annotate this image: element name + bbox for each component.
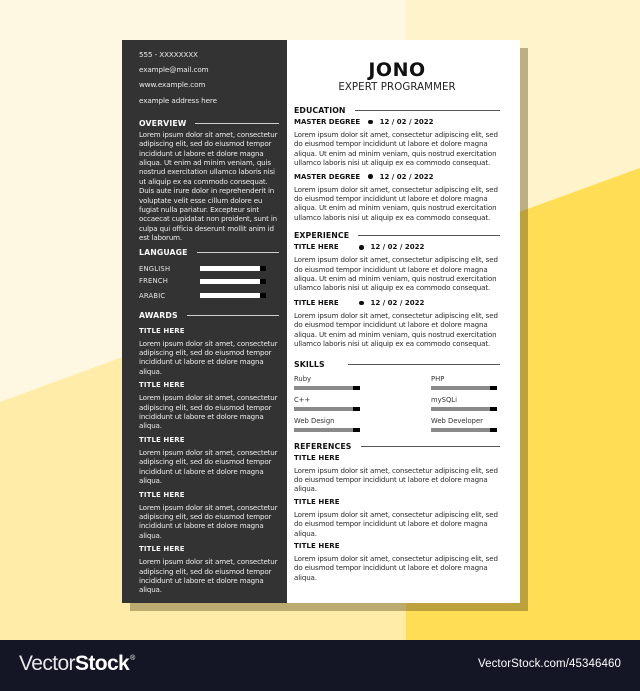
award-item bbox=[139, 325, 279, 377]
entry-text: Lorem ipsum dolor sit amet, consectetur adipiscing elit, sed do eiusmod tempor incididunt ut labore et dolore magna aliqua. Ut enim ad minim veniam, quis nostrud exercitation ullamco laboris nisi ut aliquip ex ea commodo consequat. bbox=[294, 184, 498, 222]
award-text: Lorem ipsum dolor sit amet, consectetur adipiscing elit, sed do eiusmod tempor incididunt ut labore et dolore magna aliqua. bbox=[139, 502, 278, 540]
skills-grid bbox=[294, 374, 500, 437]
bar-end-marker bbox=[490, 428, 497, 433]
bullet-dot-icon bbox=[368, 120, 373, 125]
language-row-english bbox=[139, 263, 279, 276]
reference-text: Lorem ipsum dolor sit amet, consectetur adipiscing elit, sed do eiusmod tempor incididunt ut labore et dolore magna aliqua. bbox=[294, 509, 498, 538]
reference-text: Lorem ipsum dolor sit amet, consectetur adipiscing elit, sed do eiusmod tempor incididunt ut labore et dolore magna aliqua. bbox=[294, 465, 498, 494]
contact-phone: 555 - XXXXXXXX bbox=[139, 50, 198, 59]
award-title: TITLE HERE bbox=[139, 490, 185, 499]
reference-title: TITLE HERE bbox=[294, 497, 340, 506]
skill-name: Web Design bbox=[294, 416, 335, 425]
award-text: Lorem ipsum dolor sit amet, consectetur adipiscing elit, sed do eiusmod tempor incididunt ut labore et dolore magna aliqua. bbox=[139, 338, 278, 376]
language-level-bar bbox=[200, 266, 266, 271]
award-item bbox=[139, 379, 279, 431]
entry-date: 12 / 02 / 2022 bbox=[370, 243, 425, 252]
skills-heading bbox=[294, 359, 500, 370]
bar-end-marker bbox=[353, 428, 360, 433]
entry-text: Lorem ipsum dolor sit amet, consectetur adipiscing elit, sed do eiusmod tempor incididunt ut labore et dolore magna aliqua. Ut enim ad minim veniam, quis nostrud exercitation ullamco laboris nisi ut aliquip ex ea commodo consequat. bbox=[294, 310, 498, 349]
entry-header bbox=[294, 297, 500, 309]
award-title: TITLE HERE bbox=[139, 435, 185, 444]
logo-bold-text: Stock bbox=[74, 652, 130, 675]
award-text: Lorem ipsum dolor sit amet, consectetur adipiscing elit, sed do eiusmod tempor incididunt ut labore et dolore magna aliqua. bbox=[139, 447, 278, 486]
experience-heading-text: EXPERIENCE bbox=[294, 231, 350, 241]
award-item bbox=[139, 434, 279, 486]
skill-web-design bbox=[294, 416, 431, 437]
registered-mark-icon: ® bbox=[130, 655, 135, 662]
bullet-dot-icon bbox=[359, 245, 364, 250]
divider bbox=[348, 364, 500, 365]
award-title: TITLE HERE bbox=[139, 381, 185, 390]
vectorstock-logo[interactable] bbox=[19, 652, 135, 676]
entry-title: TITLE HERE bbox=[294, 298, 339, 307]
education-entry bbox=[294, 116, 500, 168]
entry-text: Lorem ipsum dolor sit amet, consectetur adipiscing elit, sed do eiusmod tempor incididunt ut labore et dolore magna aliqua. Ut enim ad minim veniam, quis nostrud exercitation ullamco laboris nisi ut aliquip ex ea commodo consequat. bbox=[294, 130, 498, 168]
experience-entry bbox=[294, 241, 500, 293]
language-row-arabic bbox=[139, 288, 279, 304]
skill-ruby bbox=[294, 374, 431, 395]
skill-php bbox=[431, 374, 500, 395]
bar-end-marker bbox=[490, 407, 497, 412]
language-name: ARABIC bbox=[139, 291, 166, 300]
bar-end-marker bbox=[490, 386, 497, 391]
education-heading-text: EDUCATION bbox=[294, 106, 346, 115]
entry-date: 12 / 02 / 2022 bbox=[379, 118, 434, 126]
reference-item bbox=[294, 496, 500, 538]
reference-item bbox=[294, 540, 500, 582]
reference-item bbox=[294, 452, 500, 494]
bar-end-marker bbox=[353, 407, 360, 412]
contact-website: www.example.com bbox=[139, 80, 206, 90]
entry-text: Lorem ipsum dolor sit amet, consectetur adipiscing elit, sed do eiusmod tempor incididunt ut labore et dolore magna aliqua. Ut enim ad minim veniam, quis nostrud exercitation ullamco laboris nisi ut aliquip ex ea commodo consequat. bbox=[294, 255, 498, 293]
language-heading bbox=[139, 247, 279, 258]
skill-level-bar bbox=[431, 407, 497, 412]
contact-email: example@mail.com bbox=[139, 65, 209, 75]
candidate-role: EXPERT PROGRAMMER bbox=[338, 82, 456, 93]
entry-header bbox=[294, 116, 500, 128]
divider bbox=[197, 252, 279, 253]
reference-title: TITLE HERE bbox=[294, 453, 340, 462]
references-heading-text: REFERENCES bbox=[294, 441, 352, 451]
skill-name: C++ bbox=[294, 395, 311, 404]
resume-page bbox=[122, 40, 520, 603]
bullet-dot-icon bbox=[359, 301, 364, 306]
overview-heading bbox=[139, 118, 279, 129]
entry-title: MASTER DEGREE bbox=[294, 172, 361, 181]
divider bbox=[358, 235, 500, 236]
skill-level-bar bbox=[431, 428, 497, 433]
award-text: Lorem ipsum dolor sit amet, consectetur adipiscing elit, sed do eiusmod tempor incididunt ut labore et dolore magna aliqua. bbox=[139, 393, 278, 431]
language-heading-text: LANGUAGE bbox=[139, 247, 188, 257]
skill-name: Ruby bbox=[294, 374, 312, 383]
divider bbox=[355, 110, 500, 111]
overview-heading-text: OVERVIEW bbox=[139, 118, 187, 128]
award-title: TITLE HERE bbox=[139, 545, 185, 554]
education-entry bbox=[294, 171, 500, 223]
skill-level-bar bbox=[431, 386, 497, 391]
watermark-bar bbox=[0, 640, 640, 691]
reference-title: TITLE HERE bbox=[294, 541, 340, 550]
award-title: TITLE HERE bbox=[139, 326, 185, 335]
bar-end-marker bbox=[260, 266, 266, 271]
entry-date: 12 / 02 / 2022 bbox=[379, 172, 434, 181]
bar-end-marker bbox=[260, 279, 266, 284]
candidate-name: JONO bbox=[368, 59, 426, 81]
experience-heading bbox=[294, 230, 500, 241]
entry-title: TITLE HERE bbox=[294, 243, 339, 252]
overview-text: Lorem ipsum dolor sit amet, consectetur adipiscing elit, sed do eiusmod tempor incididunt ut labore et dolore magna aliqua. Ut enim ad minim veniam, quis nostrud exercitation ullamco laboris nisi ut aliquip ex ea commodo consequat. Duis aute irure dolor in reprehenderit in voluptate velit esse cillum dolore eu fugiat nulla pariatur. Excepteur sint occaecat cupidatat non proident, sunt in culpa qui officia deserunt mollit anim id est laborum. bbox=[139, 129, 278, 243]
references-heading bbox=[294, 441, 500, 452]
bar-end-marker bbox=[260, 293, 266, 298]
language-level-bar bbox=[200, 279, 266, 284]
skill-web-developer bbox=[431, 416, 500, 437]
awards-heading-text: AWARDS bbox=[139, 310, 178, 320]
language-name: ENGLISH bbox=[139, 264, 171, 273]
skill-level-bar bbox=[294, 407, 360, 412]
entry-title: MASTER DEGREE bbox=[294, 118, 361, 126]
logo-light-text: Vector bbox=[19, 652, 75, 675]
skill-mysqli bbox=[431, 395, 500, 416]
image-url[interactable]: VectorStock.com/45346460 bbox=[477, 658, 621, 670]
divider bbox=[195, 123, 279, 124]
entry-header bbox=[294, 171, 500, 183]
skill-name: Web Developer bbox=[431, 416, 483, 425]
award-item bbox=[139, 543, 279, 595]
skill-name: PHP bbox=[431, 374, 445, 383]
entry-date: 12 / 02 / 2022 bbox=[370, 298, 425, 307]
skill-level-bar bbox=[294, 428, 360, 433]
contact-address: example address here bbox=[139, 95, 217, 105]
divider bbox=[187, 315, 279, 316]
bullet-dot-icon bbox=[368, 174, 373, 179]
language-row-french bbox=[139, 275, 279, 288]
language-level-bar bbox=[200, 293, 266, 298]
awards-heading bbox=[139, 310, 279, 321]
skill-name: mySQLi bbox=[431, 395, 457, 404]
award-text: Lorem ipsum dolor sit amet, consectetur adipiscing elit, sed do eiusmod tempor incididunt ut labore et dolore magna aliqua. bbox=[139, 557, 278, 595]
language-name: FRENCH bbox=[139, 277, 169, 286]
resume-sidebar bbox=[122, 40, 287, 603]
contact-block bbox=[139, 50, 279, 106]
experience-entry bbox=[294, 297, 500, 349]
award-item bbox=[139, 489, 279, 541]
divider bbox=[361, 446, 500, 447]
reference-text: Lorem ipsum dolor sit amet, consectetur adipiscing elit, sed do eiusmod tempor incididunt ut labore et dolore magna aliqua. bbox=[294, 553, 498, 582]
resume-main bbox=[287, 40, 520, 603]
skill-level-bar bbox=[294, 386, 360, 391]
education-heading bbox=[294, 105, 500, 116]
entry-header bbox=[294, 241, 500, 253]
bar-end-marker bbox=[353, 386, 360, 391]
skills-heading-text: SKILLS bbox=[294, 359, 325, 369]
skill-cpp bbox=[294, 395, 431, 416]
